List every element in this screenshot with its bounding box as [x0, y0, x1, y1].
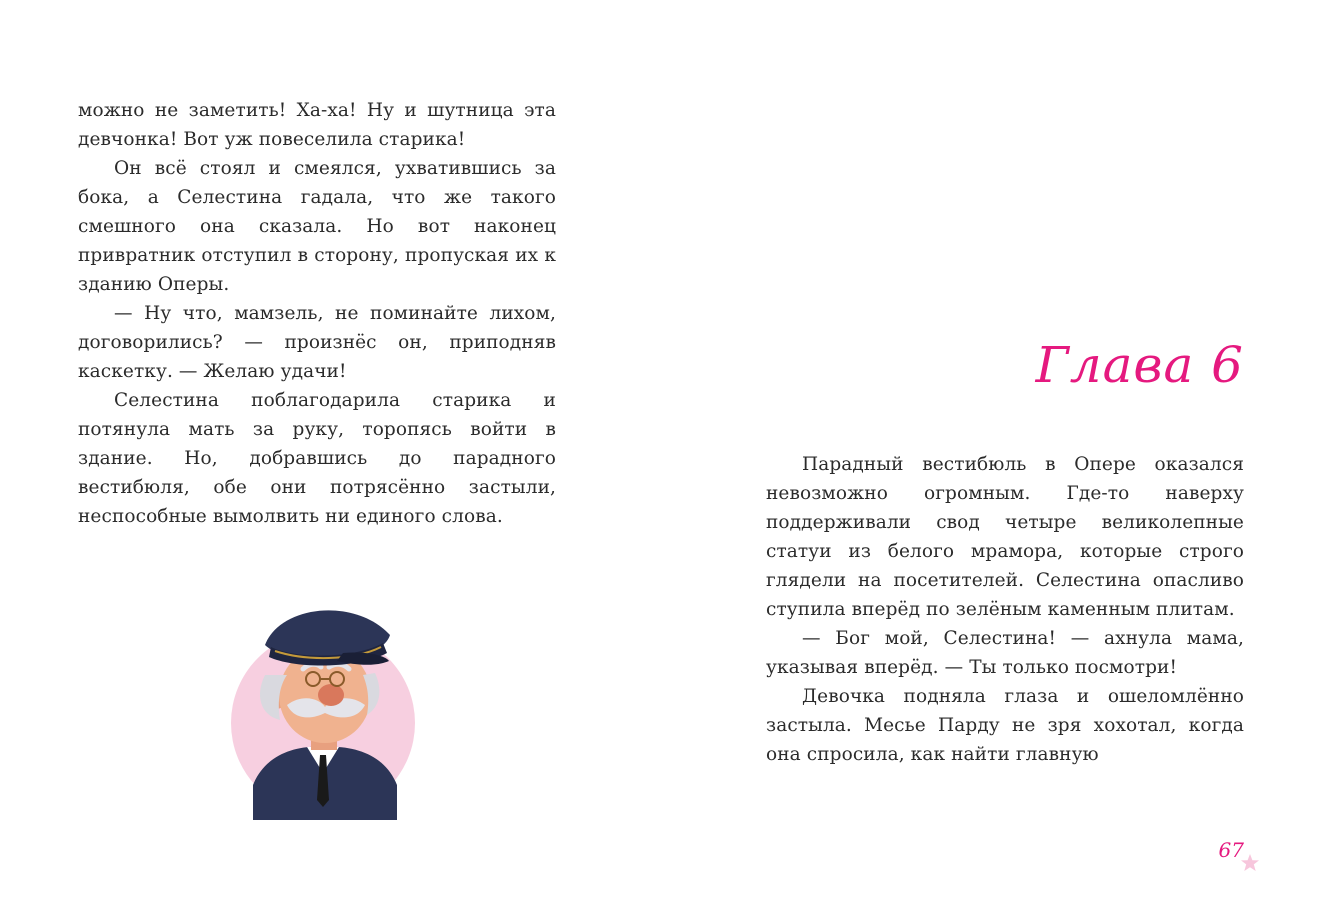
paragraph: — Ну что, мамзель, не поминайте лихом, договорились? — произнёс он, приподняв каскетку. — Желаю удачи! [78, 303, 556, 382]
paragraph: Девочка подняла глаза и ошеломлённо застыла. Месье Парду не зря хохотал, когда она спросила, как найти главную [766, 686, 1244, 765]
doorman-portrait-illustration [225, 595, 425, 820]
paragraph: — Бог мой, Селестина! — ахнула мама, указывая вперёд. — Ты только посмотри! [766, 628, 1244, 678]
paragraph: можно не заметить! Ха-ха! Ну и шутница эта девчонка! Вот уж повеселила старика! [78, 100, 556, 150]
paragraph: Селестина поблагодарила старика и потянула мать за руку, торопясь войти в здание. Но, добравшись до парадного вестибюля, обе они потрясённо застыли, неспособные вымолвить ни единого слова. [78, 390, 556, 527]
star-icon [1240, 853, 1260, 873]
page-number: 67 [1218, 838, 1244, 862]
right-page [662, 0, 1324, 900]
right-page-text [766, 450, 1244, 769]
paragraph: Парадный вестибюль в Опере оказался невозможно огромным. Где-то наверху поддерживали свод четыре великолепные статуи из белого мрамора, которые строго глядели на посетителей. Селестина опасливо ступила вперёд по зелёным каменным плитам. [766, 454, 1244, 620]
chapter-title: Глава 6 [1035, 336, 1244, 394]
left-page-text [78, 96, 556, 531]
paragraph: Он всё стоял и смеялся, ухватившись за бока, а Селестина гадала, что же такого смешного она сказала. Но вот наконец привратник отступил в сторону, пропуская их к зданию Оперы. [78, 158, 556, 295]
